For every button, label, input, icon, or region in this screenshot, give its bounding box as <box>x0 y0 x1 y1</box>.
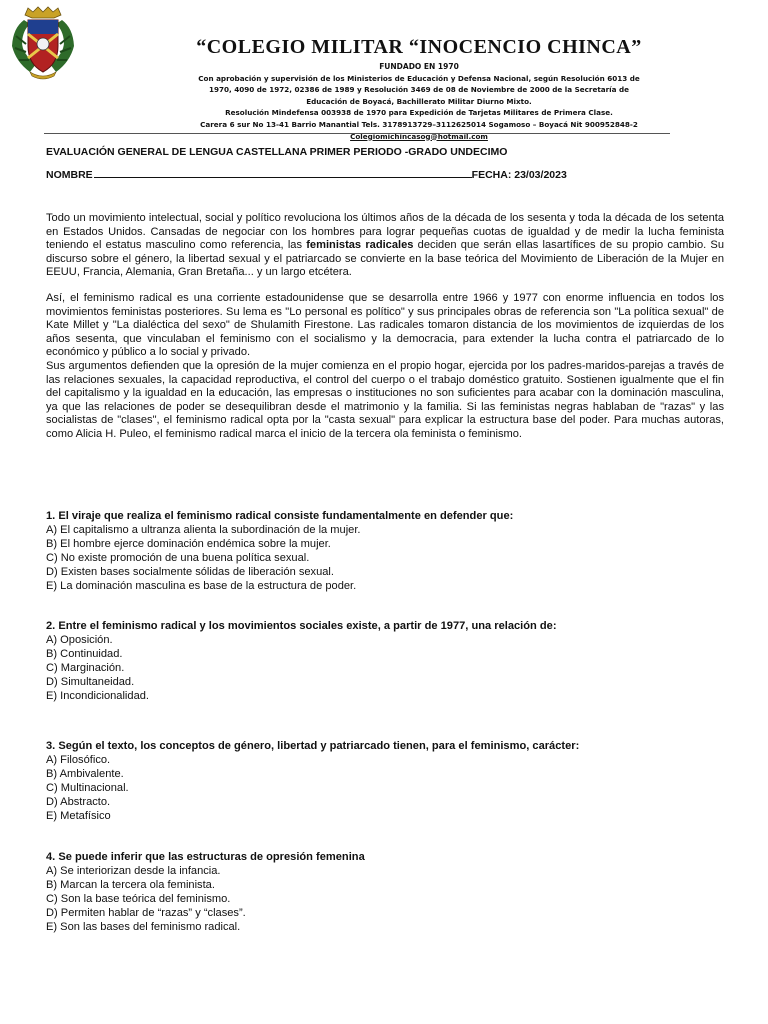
school-email-link[interactable]: Colegiomichincasog@hotmail.com <box>350 131 488 141</box>
question-title: 1. El viraje que realiza el feminismo radical consiste fundamentalmente en defender que: <box>46 510 514 522</box>
answer-option[interactable]: D) Abstracto. <box>46 795 111 808</box>
answer-option[interactable]: C) Son la base teórica del feminismo. <box>46 892 231 905</box>
answer-option[interactable]: E) Incondicionalidad. <box>46 689 149 702</box>
answer-option[interactable]: E) La dominación masculina es base de la estructura de poder. <box>46 579 357 592</box>
question-4 <box>46 851 696 934</box>
reading-passage <box>46 212 724 442</box>
header-line-3: Educación de Boyacá, Bachillerato Militar Diurno Mixto. <box>306 96 532 106</box>
answer-option[interactable]: D) Simultaneidad. <box>46 675 135 688</box>
answer-option[interactable]: E) Son las bases del feminismo radical. <box>46 920 241 933</box>
header-line-5: Carera 6 sur No 13-41 Barrio Manantial Tels. 3178913729–3112625014 Sogamoso – Boyacá Nit 900952848-2 <box>200 119 638 129</box>
header-divider <box>44 133 670 134</box>
passage-paragraph-3: Sus argumentos defienden que la opresión de la mujer comienza en el propio hogar, ejercida por los padres-maridos-parejas a través de las relaciones sexuales, la capacidad reproductiva, el control del cuerpo o el trabajo doméstico gratuito. Sostienen igualmente que el fin del capitalismo y la igualdad en la educación, las empresas o instituciones no son suficientes para acabar con la dominación masculina, ya que las relaciones de poder se desequilibran desde el matrimonio y la familia. Si las feministas negras hablaban de "razas" y las socialistas de "clases", el feminismo radical opta por la "casta sexual" para explicar la estructura base del poder. Para muchas autoras, como Alicia H. Puleo, el feminismo radical marca el inicio de la tercera ola feminista o feminismo. <box>46 359 724 440</box>
founded-line: FUNDADO EN 1970 <box>379 62 459 71</box>
question-title: 4. Se puede inferir que las estructuras de opresión femenina <box>46 851 365 863</box>
question-title: 3. Según el texto, los conceptos de género, libertad y patriarcado tienen, para el feminismo, carácter: <box>46 740 580 752</box>
name-blank-line[interactable] <box>94 168 472 178</box>
answer-option[interactable]: D) Existen bases socialmente sólidas de liberación sexual. <box>46 565 334 578</box>
answer-option[interactable]: A) Oposición. <box>46 633 113 646</box>
answer-option[interactable]: B) El hombre ejerce dominación endémica sobre la mujer. <box>46 537 331 550</box>
school-title: “COLEGIO MILITAR “INOCENCIO CHINCA” <box>196 36 642 58</box>
answer-option[interactable]: A) El capitalismo a ultranza alienta la subordinación de la mujer. <box>46 523 361 536</box>
school-crest-logo <box>10 6 76 80</box>
school-header <box>90 36 748 142</box>
name-label: NOMBRE <box>46 169 93 181</box>
answer-option[interactable]: B) Ambivalente. <box>46 767 124 780</box>
name-date-row <box>46 168 726 181</box>
answer-option[interactable]: C) Multinacional. <box>46 781 129 794</box>
answer-option[interactable]: C) Marginación. <box>46 661 125 674</box>
passage-paragraph-2: Así, el feminismo radical es una corriente estadounidense que se desarrolla entre 1966 y 1977 con enorme influencia en todos los movimientos feministas posteriores. Su lema es "Lo personal es político" y sus principales obras de referencia son "La política sexual" de Kate Millet y "La dialéctica del sexo" de Shulamith Firestone. Las radicales tomaron distancia de los movimientos de izquierdas de los años sesenta, que vinculaban el feminismo con el socialismo y la democracia, para extender la lucha contra el patriarcado de lo económico y público a lo social y privado. <box>46 291 724 359</box>
header-line-4: Resolución Mindefensa 003938 de 1970 para Expedición de Tarjetas Militares de Primera Clase. <box>225 108 613 118</box>
header-line-1: Con aprobación y supervisión de los Ministerios de Educación y Defensa Nacional, según Resolución 6013 de <box>198 73 640 83</box>
bold-term: feministas radicales <box>306 239 414 252</box>
date-label: FECHA: 23/03/2023 <box>471 169 567 181</box>
question-3 <box>46 740 661 823</box>
answer-option[interactable]: B) Marcan la tercera ola feminista. <box>46 878 215 891</box>
answer-option[interactable]: E) Metafísico <box>46 809 111 822</box>
exam-title: EVALUACIÓN GENERAL DE LENGUA CASTELLANA PRIMER PERIODO -GRADO UNDECIMO <box>46 146 508 158</box>
answer-option[interactable]: D) Permiten hablar de “razas” y “clases”. <box>46 906 246 919</box>
answer-option[interactable]: C) No existe promoción de una buena política sexual. <box>46 551 310 564</box>
answer-option[interactable]: A) Filosófico. <box>46 753 111 766</box>
header-line-2: 1970, 4090 de 1972, 02386 de 1989 y Resolución 3469 de 08 de Noviembre de 2000 de la Secretaría de <box>208 85 630 95</box>
passage-paragraph-1: Todo un movimiento intelectual, social y político revoluciona los últimos años de la década de los sesenta y toda la década de los setenta en Estados Unidos. Cansadas de negociar con los hombres para lograr pequeñas cuotas de igualdad y de medir la lucha feminista teniendo el estatus masculino como referencia, las feministas radicales deciden que serán ellas lasartífices de su propio cambio. Su discurso sobre el género, la libertad sexual y el patriarcado se convierte en la base teórica del Movimiento de Liberación de la Mujer en EEUU, Francia, Alemania, Gran Bretaña... y un largo etcétera. <box>46 212 724 279</box>
question-1 <box>46 510 696 593</box>
question-title: 2. Entre el feminismo radical y los movimientos sociales existe, a partir de 1977, una relación de: <box>46 620 557 632</box>
question-2 <box>46 620 621 703</box>
answer-option[interactable]: A) Se interiorizan desde la infancia. <box>46 864 221 877</box>
answer-option[interactable]: B) Continuidad. <box>46 647 123 660</box>
